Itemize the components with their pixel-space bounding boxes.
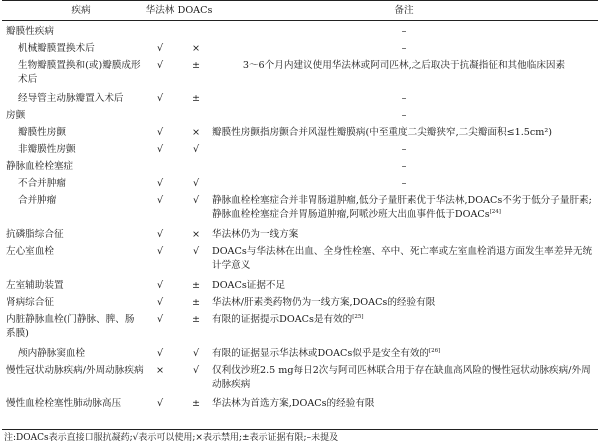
header-rule [2, 20, 598, 21]
note-reference: [25] [352, 314, 364, 320]
disease-cell: 慢性冠状动脉疾病/外周动脉疾病 [6, 365, 144, 376]
note-cell: DOACs与华法林在出血、全身性栓塞、卒中、死亡率或左室血栓消退方面发生率差异无统计学意义 [212, 246, 593, 271]
note-reference: [26] [429, 348, 441, 354]
warfarin-cell: √ [156, 314, 164, 325]
disease-cell: 瓣膜性房颤 [18, 127, 66, 138]
warfarin-cell: √ [156, 43, 164, 54]
disease-cell: 瓣膜性疾病 [6, 26, 54, 37]
warfarin-cell: √ [156, 195, 164, 206]
doacs-cell: × [191, 43, 201, 54]
disease-cell: 机械瓣膜置换术后 [18, 43, 95, 54]
doacs-cell: ± [191, 93, 201, 104]
header-disease: 疾病 [71, 5, 91, 16]
bottom-rule [2, 429, 598, 430]
warfarin-cell: × [155, 365, 165, 376]
note-text: 有限的证据显示华法林或DOACs似乎是安全有效的 [212, 348, 430, 359]
warfarin-cell: √ [156, 297, 164, 308]
note-cell: DOACs证据不足 [212, 280, 286, 291]
disease-cell: 颅内静脉窦血栓 [18, 348, 86, 359]
note-cell: – [401, 178, 407, 189]
note-cell [212, 347, 596, 361]
disease-cell: 左心室血栓 [6, 246, 54, 257]
top-rule [2, 0, 598, 1]
disease-cell: 合并肿瘤 [18, 195, 57, 206]
doacs-cell: √ [192, 365, 200, 376]
disease-cell: 非瓣膜性房颤 [18, 144, 76, 155]
note-text: 有限的证据提示DOACs是有效的 [212, 314, 353, 325]
note-cell: – [401, 110, 407, 121]
doacs-cell: √ [192, 144, 200, 155]
warfarin-cell: √ [156, 229, 164, 240]
header-note: 备注 [394, 5, 414, 16]
disease-cell: 生物瓣膜置换和(或)瓣膜成形术后 [18, 60, 141, 85]
doacs-cell: ± [191, 60, 201, 71]
note-cell: 瓣膜性房颤指房颤合并风湿性瓣膜病(中至重度二尖瓣狭窄,二尖瓣面积≤1.5cm²) [212, 127, 552, 138]
doacs-cell: × [191, 229, 201, 240]
disease-cell: 抗磷脂综合征 [6, 229, 64, 240]
disease-cell: 内脏静脉血栓(门静脉、脾、肠系膜) [6, 314, 135, 339]
note-cell: – [401, 93, 407, 104]
doacs-cell: ± [191, 297, 201, 308]
table-footnote: 注:DOACs表示直接口服抗凝药;√表示可以使用;×表示禁用;±表示证据有限;–未提及 [4, 433, 339, 443]
doacs-cell: × [191, 127, 201, 138]
note-cell: – [401, 144, 407, 155]
doacs-cell: √ [192, 348, 200, 359]
note-cell [212, 194, 596, 222]
header-doacs: DOACs [177, 5, 213, 16]
disease-cell: 静脉血栓栓塞症 [6, 161, 74, 172]
note-cell: – [401, 43, 407, 54]
disease-cell: 经导管主动脉瓣置入术后 [18, 93, 124, 104]
warfarin-cell: √ [156, 348, 164, 359]
disease-cell: 肾病综合征 [6, 297, 54, 308]
doacs-cell: ± [191, 398, 201, 409]
note-cell: – [401, 161, 407, 172]
note-cell: 仅利伐沙班2.5 mg每日2次与阿司匹林联合用于存在缺血高风险的慢性冠状动脉疾病/外周动脉疾病 [212, 365, 591, 390]
warfarin-cell: √ [156, 60, 164, 71]
warfarin-cell: √ [156, 144, 164, 155]
disease-cell: 慢性血栓栓塞性肺动脉高压 [6, 398, 122, 409]
warfarin-cell: √ [156, 280, 164, 291]
note-reference: [24] [489, 209, 501, 215]
note-cell: – [401, 26, 407, 37]
note-cell: 华法林仍为一线方案 [212, 229, 299, 240]
note-cell: 华法林为首选方案,DOACs的经验有限 [212, 398, 375, 409]
doacs-cell: √ [192, 195, 200, 206]
note-cell [212, 313, 596, 327]
warfarin-cell: √ [156, 246, 164, 257]
doacs-cell: √ [192, 178, 200, 189]
doacs-cell: ± [191, 280, 201, 291]
warfarin-cell: √ [156, 178, 164, 189]
doacs-cell: ± [191, 314, 201, 325]
warfarin-cell: √ [156, 93, 164, 104]
header-warfarin: 华法林 [145, 5, 175, 16]
note-cell: 华法林/肝素类药物仍为一线方案,DOACs的经验有限 [212, 297, 436, 308]
warfarin-cell: √ [156, 127, 164, 138]
doacs-cell: √ [192, 246, 200, 257]
disease-cell: 房颤 [6, 110, 26, 121]
disease-cell: 不合并肿瘤 [18, 178, 66, 189]
note-text: 静脉血栓栓塞症合并非胃肠道肿瘤,低分子量肝素优于华法林,DOACs不劣于低分子量肝素;静脉血栓栓塞症合并胃肠道肿瘤,阿哌沙班大出血事件低于DOACs [212, 195, 592, 220]
note-cell: 3～6个月内建议使用华法林或阿司匹林,之后取决于抗凝指征和其他临床因素 [242, 60, 566, 71]
disease-cell: 左室辅助装置 [6, 280, 64, 291]
warfarin-cell: √ [156, 398, 164, 409]
